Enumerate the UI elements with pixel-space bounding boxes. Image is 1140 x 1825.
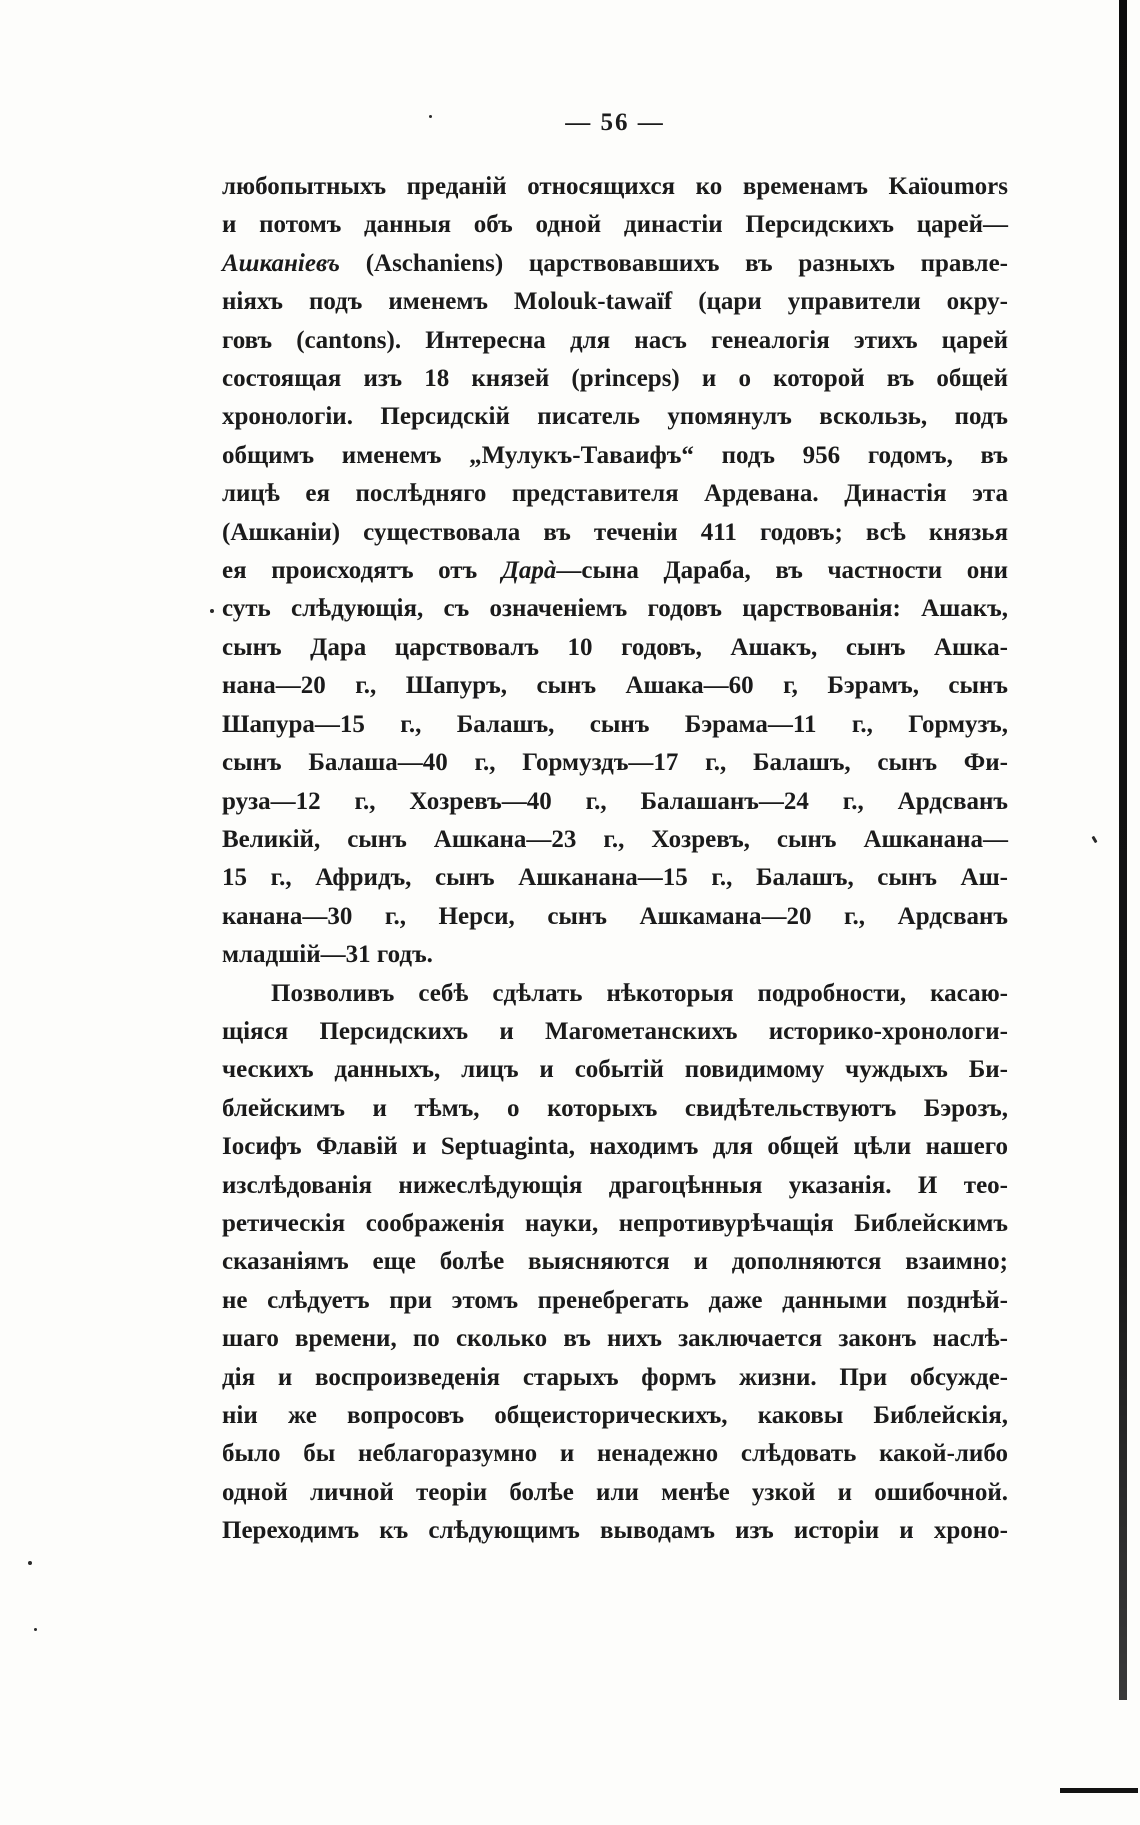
text-line: щіяся Персидскихъ и Магометанскихъ историко-хронологи- <box>222 1017 1008 1045</box>
paragraph-2 <box>222 975 1008 1551</box>
text-line: нана—20 г., Шапуръ, сынъ Ашака—60 г, Бэрамъ, сынъ <box>222 672 1008 700</box>
text-line: Іосифъ Флавій и Septuaginta, находимъ для общей цѣли нашего <box>222 1133 1008 1161</box>
text-line: Позволивъ себѣ сдѣлать нѣкоторыя подробности, касаю- <box>271 979 1008 1007</box>
text-line: (Ашканіи) существовала въ теченіи 411 годовъ; всѣ князья <box>222 518 1008 546</box>
text-line: ніи же вопросовъ общеисторическихъ, каковы Библейскія, <box>222 1402 1008 1429</box>
text-line: Переходимъ къ слѣдующимъ выводамъ изъ исторіи и хроно- <box>222 1517 1008 1545</box>
text-line: лицѣ ея послѣдняго представителя Ардевана. Династія эта <box>222 480 1008 508</box>
text-run: —сына Дараба, въ частности они <box>556 557 1009 585</box>
italic-term: Ашканіевъ <box>222 249 340 277</box>
text-line: 15 г., Афридъ, сынъ Ашканана—15 г., Балашъ, сынъ Аш- <box>222 864 1008 892</box>
text-line: сынъ Балаша—40 г., Гормуздъ—17 г., Балашъ, сынъ Фи- <box>222 749 1008 777</box>
scan-edge-shadow <box>1119 0 1127 1700</box>
text-line: шаго времени, по сколько въ нихъ заключается законъ наслѣ- <box>222 1325 1008 1353</box>
paragraph-1 <box>222 168 1008 975</box>
text-body <box>222 168 1008 1551</box>
text-line <box>222 552 1008 590</box>
text-line: сынъ Дара царствовалъ 10 годовъ, Ашакъ, сынъ Ашка- <box>222 633 1008 661</box>
text-line: состоящая изъ 18 князей (princeps) и о которой въ общей <box>222 365 1008 393</box>
text-run: (Aschaniens) царствовавшихъ въ разныхъ правле- <box>339 249 1008 277</box>
text-line: блейскимъ и тѣмъ, о которыхъ свидѣтельствуютъ Бэрозъ, <box>222 1094 1008 1122</box>
page-number: — 56 — <box>565 109 665 136</box>
scan-speck <box>429 115 432 118</box>
text-line: общимъ именемъ „Мулукъ-Таваифъ“ подъ 956 годомъ, въ <box>222 441 1008 469</box>
text-run: ея происходятъ отъ <box>222 557 502 585</box>
scan-speck <box>28 1561 32 1565</box>
text-line: было бы неблагоразумно и ненадежно слѣдовать какой-либо <box>222 1440 1008 1468</box>
text-line: Великій, сынъ Ашкана—23 г., Хозревъ, сынъ Ашканана— <box>222 825 1008 853</box>
text-line: и потомъ данныя объ одной династіи Персидскихъ царей— <box>222 211 1008 239</box>
text-line: дія и воспроизведенія старыхъ формъ жизни. При обсужде- <box>222 1363 1008 1391</box>
text-line: ретическія соображенія науки, непротивурѣчащія Библейскимъ <box>222 1209 1008 1237</box>
text-line: канана—30 г., Нерси, сынъ Ашкамана—20 г., Ардсванъ <box>222 902 1008 930</box>
text-line: руза—12 г., Хозревъ—40 г., Балашанъ—24 г., Ардсванъ <box>222 787 1008 815</box>
text-line: любопытныхъ преданій относящихся ко временамъ Kaïoumors <box>222 173 1008 200</box>
text-line: ческихъ данныхъ, лицъ и событій повидимому чуждыхъ Би- <box>222 1056 1008 1084</box>
text-line: ніяхъ подъ именемъ Molouk-tawaïf (цари управители окру- <box>222 288 1008 316</box>
text-line: не слѣдуетъ при этомъ пренебрегать даже данными позднѣй- <box>222 1286 1008 1314</box>
scan-speck <box>210 609 214 613</box>
text-line: сказаніямъ еще болѣе выясняются и дополняются взаимно; <box>222 1248 1008 1276</box>
text-line: одной личной теоріи болѣе или менѣе узкой и ошибочной. <box>222 1478 1008 1506</box>
text-line: изслѣдованія нижеслѣдующія драгоцѣнныя указанія. И тео- <box>222 1171 1008 1199</box>
scan-speck <box>1091 836 1097 844</box>
scan-edge-mark <box>1060 1788 1138 1793</box>
text-line: говъ (cantons). Интересна для насъ генеалогія этихъ царей <box>222 326 1008 354</box>
text-line: суть слѣдующія, съ означеніемъ годовъ царствованія: Ашакъ, <box>222 595 1008 623</box>
italic-term: Дарà <box>501 557 557 585</box>
scan-speck <box>34 1628 37 1631</box>
text-line: Шапура—15 г., Балашъ, сынъ Бэрама—11 г., Гормузъ, <box>222 710 1008 738</box>
text-line: младшій—31 годъ. <box>222 941 433 969</box>
text-line: хронологіи. Персидскій писатель упомянулъ вскользь, подъ <box>222 403 1008 431</box>
text-line <box>222 245 1008 283</box>
